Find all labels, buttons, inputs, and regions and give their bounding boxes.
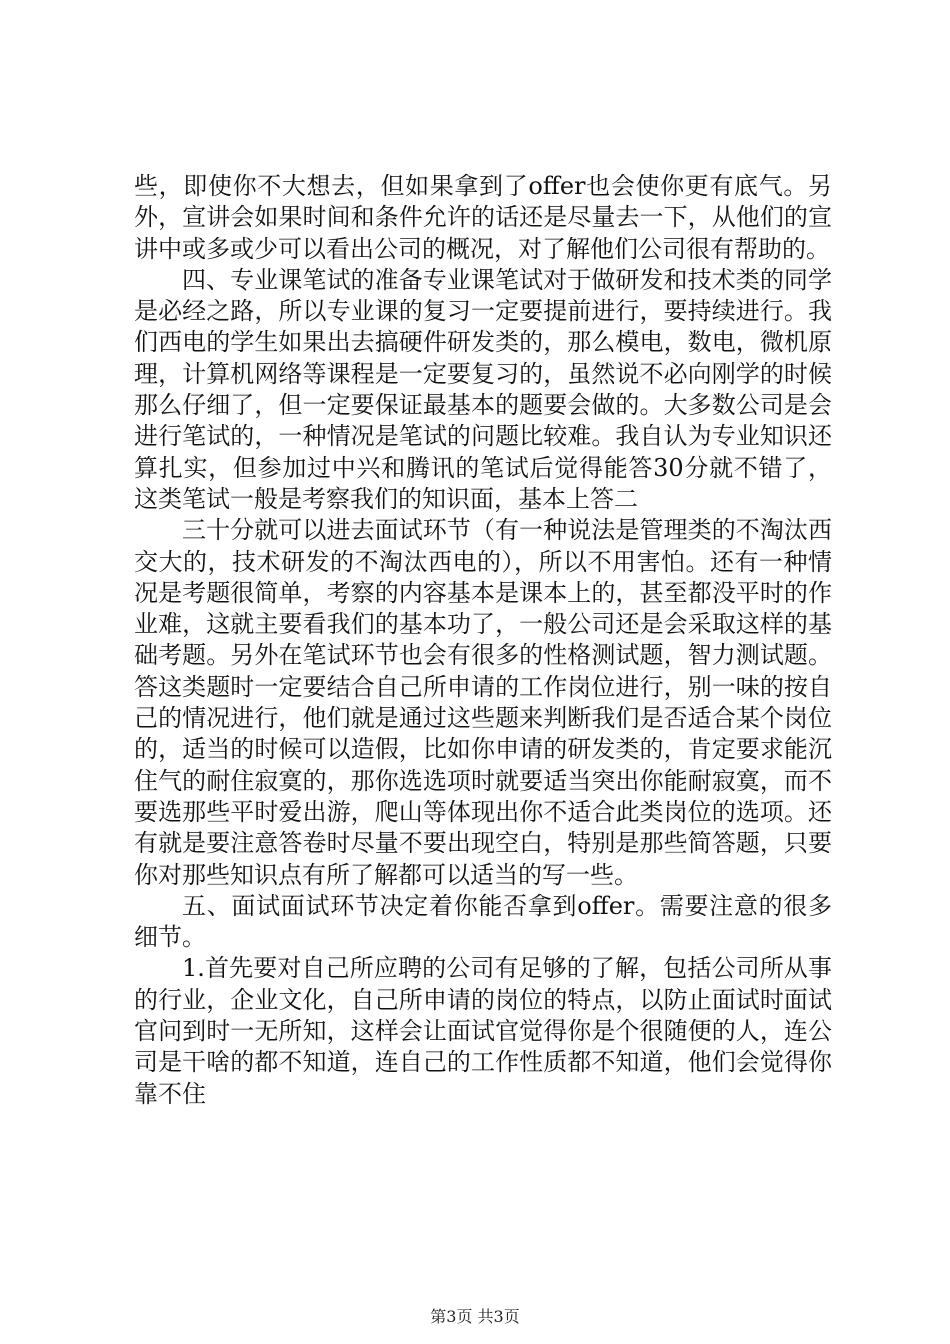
paragraph-written-test-details: 三十分就可以进去面试环节（有一种说法是管理类的不淘汰西交大的，技术研发的不淘汰西电的），所以不用害怕。还有一种情况是考题很简单，考察的内容基本是课本上的，甚至都没平时的作业难，这就主要看我们的基本功了，一般公司还是会采取这样的基础考题。另外在笔试环节也会有很多的性格测试题，智力测试题。答这类题时一定要结合自己所申请的工作岗位进行，别一味的按自己的情况进行，他们就是通过这些题来判断我们是否适合某个岗位的，适当的时候可以造假，比如你申请的研发类的，肯定要求能沉住气的耐住寂寞的，那你选选项时就要适当突出你能耐寂寞，而不要选那些平时爱出游，爬山等体现出你不适合此类岗位的选项。还有就是要注意答卷时尽量不要出现空白，特别是那些简答题，只要你对那些知识点有所了解都可以适当的写一些。: [134, 516, 832, 889]
document-body: [134, 171, 832, 1110]
paragraph-interview-point-one: 1.首先要对自己所应聘的公司有足够的了解，包括公司所从事的行业，企业文化，自己所申请的岗位的特点，以防止面试时面试官问到时一无所知，这样会让面试官觉得你是个很随便的人，连公司是干啥的都不知道，连自己的工作性质都不知道，他们会觉得你靠不住: [134, 954, 832, 1108]
paragraph-continuation: 些，即使你不大想去，但如果拿到了offer也会使你更有底气。另外，宣讲会如果时间和条件允许的话还是尽量去一下，从他们的宣讲中或多或少可以看出公司的概况，对了解他们公司很有帮助的。: [134, 172, 832, 263]
paragraph-section-five: 五、面试面试环节决定着你能否拿到offer。需要注意的很多细节。: [134, 891, 832, 952]
paragraph-section-four: 四、专业课笔试的准备专业课笔试对于做研发和技术类的同学是必经之路，所以专业课的复习一定要提前进行，要持续进行。我们西电的学生如果出去搞硬件研发类的，那么模电，数电，微机原理，计算机网络等课程是一定要复习的，虽然说不必向刚学的时候那么仔细了，但一定要保证最基本的题要会做的。大多数公司是会进行笔试的，一种情况是笔试的问题比较难。我自认为专业知识还算扎实，但参加过中兴和腾讯的笔试后觉得能答30分就不错了，这类笔试一般是考察我们的知识面，基本上答二: [134, 265, 832, 513]
page-number-footer: 第3页 共3页: [430, 1307, 520, 1326]
